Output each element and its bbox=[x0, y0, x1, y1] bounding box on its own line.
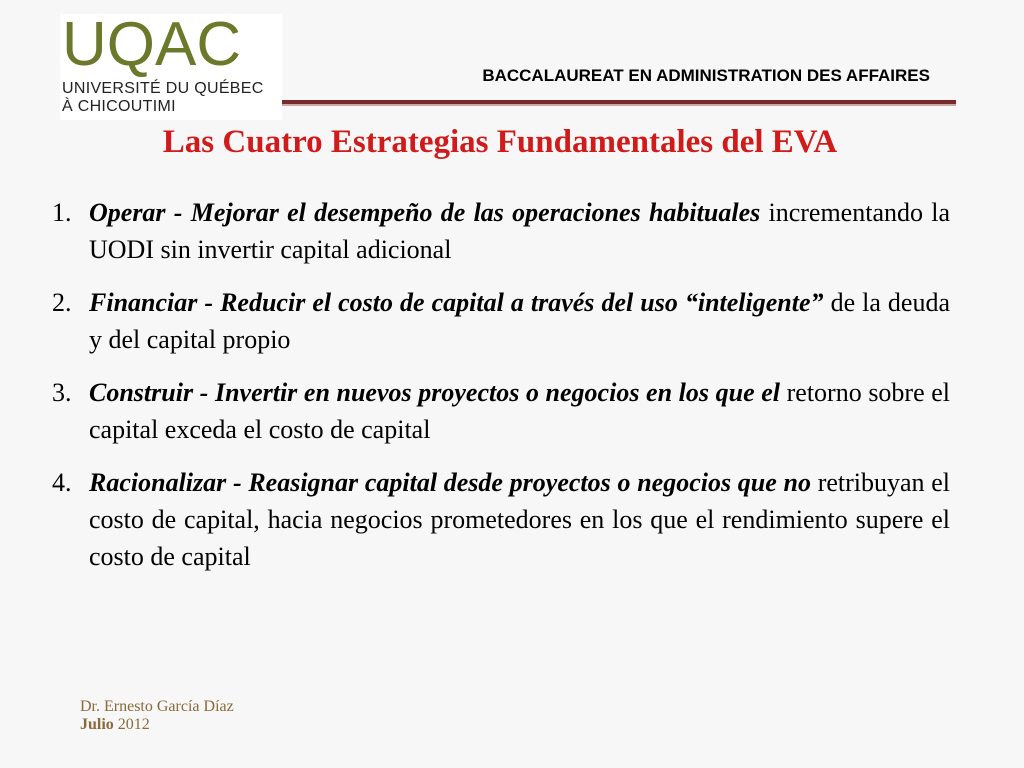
item-number: 3. bbox=[52, 378, 72, 407]
item-emphasis: Racionalizar - Reasignar capital desde proyectos o negocios que no bbox=[89, 468, 811, 497]
program-title: BACCALAUREAT EN ADMINISTRATION DES AFFAIRES bbox=[482, 66, 930, 85]
strategy-item-racionalizar bbox=[52, 464, 950, 575]
uqac-logo bbox=[60, 10, 282, 120]
strategy-item-construir bbox=[52, 374, 950, 448]
item-number: 4. bbox=[52, 468, 72, 497]
item-text: de la deuda y del capital propio bbox=[89, 288, 951, 354]
item-emphasis: Construir - Invertir en nuevos proyectos o negocios en los que el bbox=[89, 378, 780, 407]
logo-university-line: UNIVERSITÉ DU QUÉBEC bbox=[62, 80, 264, 97]
item-emphasis: Financiar - Reducir el costo de capital a través del uso “inteligente” bbox=[89, 288, 824, 317]
item-text: retribuyan el costo de capital, hacia negocios prometedores en los que el rendimiento supere el costo de capital bbox=[89, 468, 951, 571]
footer-author: Dr. Ernesto García Díaz bbox=[80, 698, 234, 715]
slide-title: Las Cuatro Estrategias Fundamentales del EVA bbox=[162, 124, 838, 160]
strategy-item-financiar bbox=[52, 284, 950, 358]
logo-campus-line: À CHICOUTIMI bbox=[62, 98, 176, 115]
item-number: 1. bbox=[52, 198, 72, 227]
strategy-item-operar bbox=[52, 194, 950, 268]
footer bbox=[80, 698, 234, 734]
item-emphasis: Operar - Mejorar el desempeño de las operaciones habituales bbox=[89, 198, 761, 227]
strategy-list bbox=[52, 194, 950, 591]
footer-date bbox=[80, 716, 234, 734]
item-text: incrementando la UODI sin invertir capital adicional bbox=[89, 198, 951, 264]
footer-year: 2012 bbox=[117, 716, 150, 733]
item-number: 2. bbox=[52, 288, 72, 317]
header-divider-shadow bbox=[282, 104, 956, 106]
footer-month: Julio bbox=[80, 716, 114, 733]
logo-mark: UQAC bbox=[62, 10, 242, 79]
item-text: retorno sobre el capital exceda el costo de capital bbox=[89, 378, 951, 444]
